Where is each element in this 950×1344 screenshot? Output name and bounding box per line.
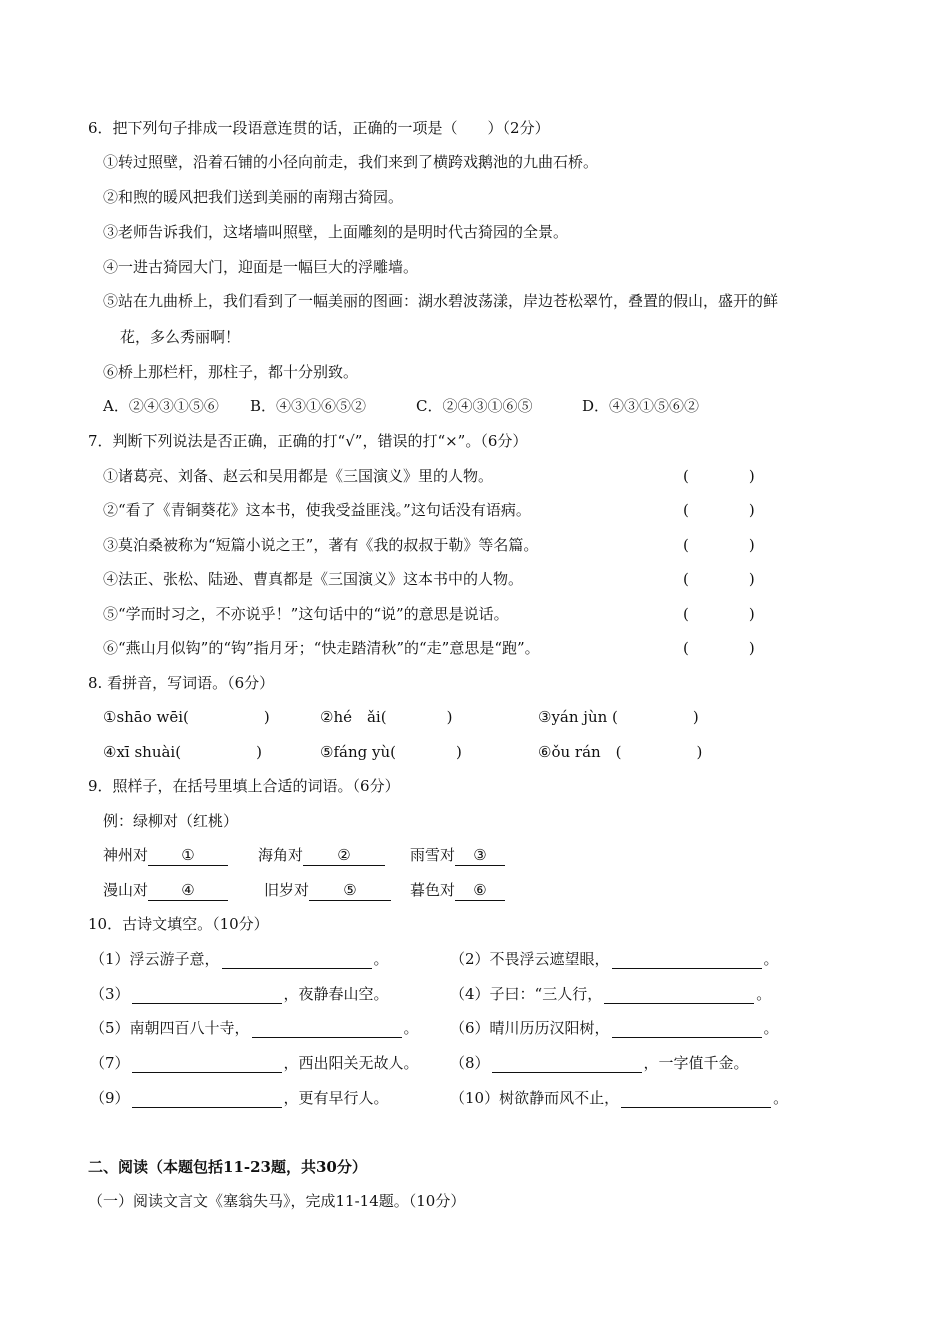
- q6-sentence-1: ①转过照壁，沿着石铺的小径向前走，我们来到了横跨戏鹅池的九曲石桥。: [103, 153, 599, 171]
- q9-blank-6[interactable]: ⑥: [455, 881, 505, 901]
- q9-pair-2: [258, 845, 385, 865]
- q6-stem: 6．把下列句子排成一段语意连贯的话，正确的一项是（ ）（2分）: [88, 119, 550, 137]
- q10-line-6: [450, 1018, 779, 1038]
- q6-option-b: B．④③①⑥⑤②: [250, 397, 367, 415]
- q9-word-6: 暮色对: [410, 881, 456, 899]
- q9-stem: 9．照样子，在括号里填上合适的词语。（6分）: [88, 777, 400, 795]
- q10-line-2: [450, 949, 779, 969]
- q6-option-d: D．④③①⑤⑥②: [582, 397, 700, 415]
- q9-word-2: 海角对: [258, 846, 304, 864]
- q10-line-8: [450, 1053, 749, 1073]
- q9-pair-3: [410, 845, 505, 865]
- q10-blank-1[interactable]: [222, 952, 372, 969]
- q7-answer-blank-2[interactable]: ( ): [683, 501, 755, 519]
- q7-stem: 7．判断下列说法是否正确，正确的打“√”，错误的打“×”。（6分）: [88, 432, 528, 450]
- q8-pinyin-4[interactable]: ④xī shuài( ): [103, 743, 262, 761]
- q10-blank-2[interactable]: [612, 952, 762, 969]
- q10-text-7: （7）: [90, 1054, 130, 1072]
- q9-example: 例：绿柳对（红桃）: [103, 812, 239, 830]
- q10-text-4: （4）子曰：“三人行，: [450, 985, 603, 1003]
- q9-blank-4[interactable]: ④: [148, 881, 228, 901]
- q7-item-2: ②“看了《青铜葵花》这本书，使我受益匪浅。”这句话没有语病。: [103, 501, 531, 519]
- q10-line-10: [450, 1088, 788, 1108]
- q7-answer-blank-4[interactable]: ( ): [683, 570, 755, 588]
- q10-line-1: [90, 949, 389, 969]
- q10-tail-3: ，夜静春山空。: [283, 985, 389, 1003]
- q8-stem: 8. 看拼音，写词语。（6分）: [88, 674, 275, 692]
- q9-blank-3[interactable]: ③: [455, 846, 505, 866]
- q7-item-3: ③莫泊桑被称为“短篇小说之王”，著有《我的叔叔于勒》等名篇。: [103, 536, 539, 554]
- q10-line-3: [90, 984, 389, 1004]
- q10-text-6: （6）晴川历历汉阳树，: [450, 1019, 610, 1037]
- q10-line-4: [450, 984, 771, 1004]
- q7-item-6: ⑥“燕山月似钩”的“钩”指月牙；“快走踏清秋”的“走”意思是“跑”。: [103, 639, 540, 657]
- q9-pair-5: [264, 880, 391, 900]
- q10-text-5: （5）南朝四百八十寺，: [90, 1019, 250, 1037]
- q10-tail-1: 。: [373, 950, 389, 968]
- q6-sentence-4: ④一进古猗园大门，迎面是一幅巨大的浮雕墙。: [103, 258, 419, 276]
- q9-word-3: 雨雪对: [410, 846, 456, 864]
- q10-text-3: （3）: [90, 985, 130, 1003]
- q10-text-1: （1）浮云游子意，: [90, 950, 220, 968]
- q10-text-8: （8）: [450, 1054, 490, 1072]
- q6-option-a: A．②④③①⑤⑥: [103, 397, 219, 415]
- q9-blank-2[interactable]: ②: [303, 846, 385, 866]
- q7-item-1: ①诸葛亮、刘备、赵云和吴用都是《三国演义》里的人物。: [103, 467, 494, 485]
- q10-tail-8: ，一字值千金。: [643, 1054, 749, 1072]
- q10-blank-10[interactable]: [621, 1091, 771, 1108]
- q9-pair-4: [103, 880, 228, 900]
- q8-pinyin-6[interactable]: ⑥ǒu rán ( ): [538, 743, 703, 761]
- q10-tail-6: 。: [763, 1019, 779, 1037]
- q10-blank-5[interactable]: [252, 1021, 402, 1038]
- section-2-subtitle: （一）阅读文言文《塞翁失马》，完成11-14题。（10分）: [88, 1192, 466, 1210]
- q10-text-9: （9）: [90, 1089, 130, 1107]
- q10-text-10: （10）树欲静而风不止，: [450, 1089, 620, 1107]
- q10-stem: 10．古诗文填空。（10分）: [88, 915, 269, 933]
- q10-tail-2: 。: [763, 950, 779, 968]
- q10-blank-6[interactable]: [612, 1021, 762, 1038]
- q10-tail-5: 。: [403, 1019, 419, 1037]
- q10-blank-9[interactable]: [132, 1091, 282, 1108]
- q7-answer-blank-3[interactable]: ( ): [683, 536, 755, 554]
- q8-pinyin-3[interactable]: ③yán jùn ( ): [538, 708, 699, 726]
- q6-sentence-3: ③老师告诉我们，这堵墙叫照壁，上面雕刻的是明时代古猗园的全景。: [103, 223, 569, 241]
- q10-blank-7[interactable]: [132, 1056, 282, 1073]
- q6-sentence-5b: 花，多么秀丽啊！: [120, 328, 241, 346]
- q10-blank-4[interactable]: [604, 987, 754, 1004]
- q9-word-1: 神州对: [103, 846, 149, 864]
- q6-sentence-2: ②和煦的暖风把我们送到美丽的南翔古猗园。: [103, 188, 404, 206]
- q8-pinyin-1[interactable]: ①shāo wēi( ): [103, 708, 270, 726]
- q10-tail-9: ，更有早行人。: [283, 1089, 389, 1107]
- q9-word-5: 旧岁对: [264, 881, 310, 899]
- q8-pinyin-5[interactable]: ⑤fáng yù( ): [320, 743, 462, 761]
- q10-blank-8[interactable]: [492, 1056, 642, 1073]
- q10-text-2: （2）不畏浮云遮望眼，: [450, 950, 610, 968]
- section-2-title: 二、阅读（本题包括11-23题，共30分）: [88, 1158, 367, 1176]
- q6-sentence-6: ⑥桥上那栏杆，那柱子，都十分别致。: [103, 363, 359, 381]
- q10-tail-7: ，西出阳关无故人。: [283, 1054, 419, 1072]
- q7-item-5: ⑤“学而时习之，不亦说乎！”这句话中的“说”的意思是说话。: [103, 605, 509, 623]
- q6-sentence-5a: ⑤站在九曲桥上，我们看到了一幅美丽的图画：湖水碧波荡漾，岸边苍松翠竹，叠置的假山，盛开的鲜: [103, 292, 779, 310]
- q7-answer-blank-1[interactable]: ( ): [683, 467, 755, 485]
- q6-option-c: C．②④③①⑥⑤: [416, 397, 533, 415]
- q7-item-4: ④法正、张松、陆逊、曹真都是《三国演义》这本书中的人物。: [103, 570, 524, 588]
- q9-blank-5[interactable]: ⑤: [309, 881, 391, 901]
- q10-blank-3[interactable]: [132, 987, 282, 1004]
- q7-answer-blank-6[interactable]: ( ): [683, 639, 755, 657]
- q10-tail-10: 。: [773, 1089, 789, 1107]
- q8-pinyin-2[interactable]: ②hé ǎi( ): [320, 708, 453, 726]
- q9-pair-1: [103, 845, 228, 865]
- q10-tail-4: 。: [756, 985, 772, 1003]
- q10-line-5: [90, 1018, 419, 1038]
- q9-blank-1[interactable]: ①: [148, 846, 228, 866]
- q9-pair-6: [410, 880, 505, 900]
- q9-word-4: 漫山对: [103, 881, 149, 899]
- q10-line-7: [90, 1053, 419, 1073]
- q10-line-9: [90, 1088, 389, 1108]
- q7-answer-blank-5[interactable]: ( ): [683, 605, 755, 623]
